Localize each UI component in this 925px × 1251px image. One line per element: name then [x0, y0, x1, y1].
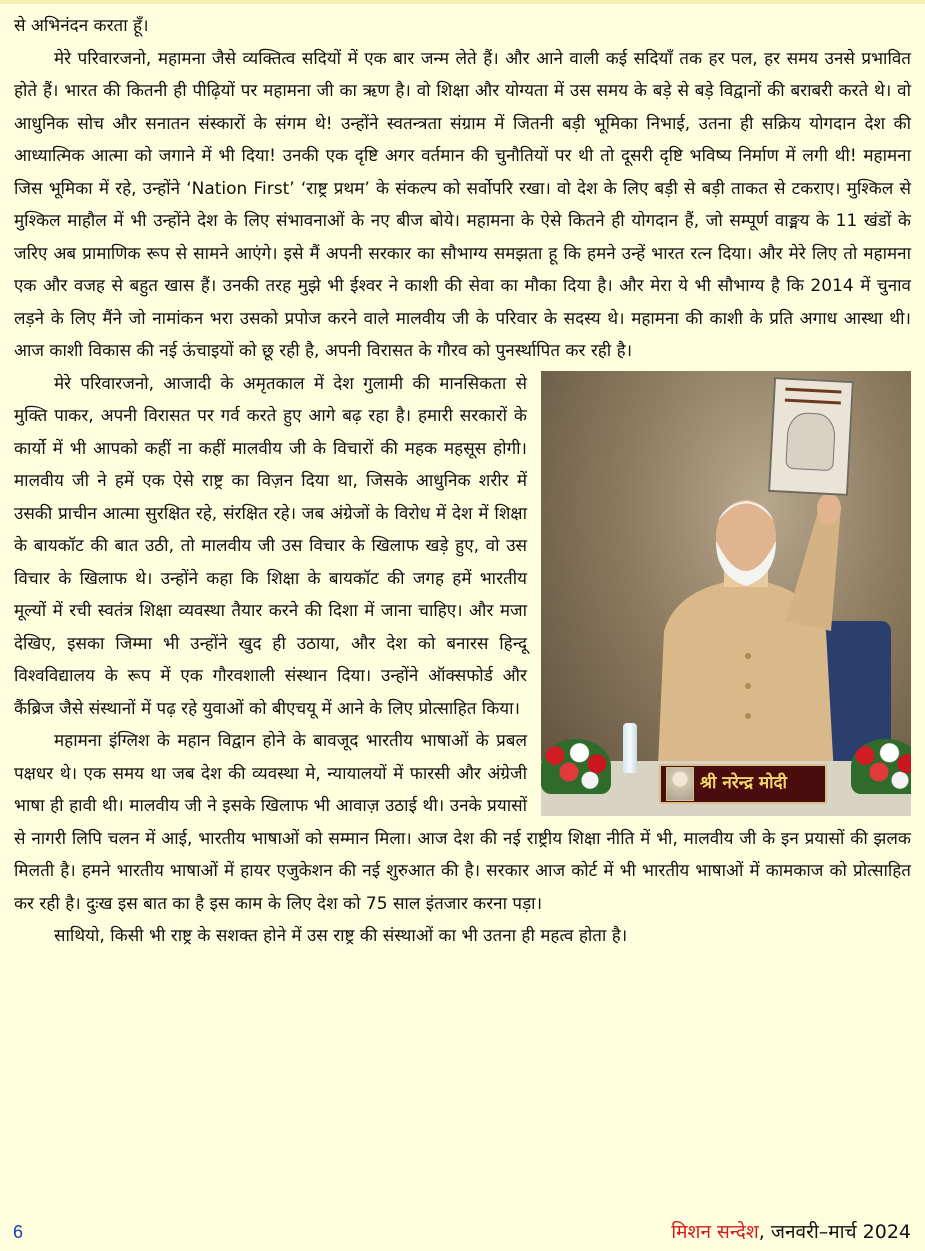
book-title-line	[785, 387, 841, 393]
held-book	[768, 376, 854, 495]
magazine-name: मिशन सन्देश	[671, 1221, 759, 1243]
paragraph-institutions: साथियो, किसी भी राष्ट्र के सशक्त होने में उस राष्ट्र की संस्थाओं का भी उतना ही महत्व होता है।	[54, 926, 628, 946]
page-number: 6	[13, 1222, 24, 1242]
nameplate-text: श्री नरेन्द्र मोदी	[700, 773, 787, 794]
book-title-line	[785, 398, 841, 404]
paragraph-languages: महामना इंग्लिश के महान विद्वान होने के बावजूद भारतीय भाषाओं के प्रबल पक्षधर थे। एक समय था जब देश की व्यवस्था मे, न्यायालयों में फारसी और अंग्रेजी भाषा ही हावी थी। मालवीय जी ने इसके खिलाफ भी आवाज़ उठाई थी। उनके प्रयासों से नागरी लिपि चलन में आई, भारतीय भाषाओं को सम्मान मिला। आज देश की नई राष्ट्रीय शिक्षा नीति में भी, मालवीय जी के इन प्रयासों की झलक मिलती है। हमने भारतीय भाषाओं में हायर एजुकेशन की नई शुरुआत की है। सरकार आज कोर्ट में भी भारतीय भाषाओं में कामकाज को प्रोत्साहित कर रही है। दुःख इस बात का है इस काम के लिए देश को 75 साल इंतजार करना पड़ा।	[14, 731, 911, 914]
flower-arrangement-right	[851, 739, 911, 794]
paragraph-amritkaal: मेरे परिवारजनो, आजादी के अमृतकाल में देश गुलामी की मानसिकता से मुक्ति पाकर, अपनी विरासत पर गर्व करते हुए आगे बढ़ रहा है। हमारी सरकारों के कार्यो में भी आपको कहीं ना कहीं मालवीय जी के विचारों की महक महसूस होगी। मालवीय जी ने हमें एक ऐसे राष्ट्र का विज़न दिया था, जिसके आधुनिक शरीर में उसकी प्राचीन आत्मा सुरक्षित रहे, संरक्षित रहे। जब अंग्रेजों के विरोध में देश में शिक्षा के बायकॉट की बात उठी, तो मालवीय जी उस विचार के खिलाफ खड़े हुए, वो उस विचार के खिलाफ थे। उन्होंने कहा कि शिक्षा के बायकॉट की जगह हमें भारतीय मूल्यों में रची स्वतंत्र शिक्षा व्यवस्था तैयार करने की दिशा में जाना चाहिए। और मजा देखिए, इसका जिम्मा भी उन्होंने खुद ही उठाया, और देश को बनारस हिन्दू विश्वविद्यालय के रूप में एक गौरवशाली संस्थान दिया। उन्होंने ऑक्सफोर्ड और कैंब्रिज जैसे संस्थानों में पढ़ रहे युवाओं को बीएचयू में आने के लिए प्रोत्साहित किया।	[14, 373, 527, 719]
nameplate-portrait	[666, 767, 694, 801]
article-body	[14, 10, 911, 953]
footer-publication	[671, 1218, 911, 1244]
nameplate	[659, 764, 827, 804]
book-cover-sketch	[785, 411, 836, 470]
paragraph-mahamana: मेरे परिवारजनो, महामना जैसे व्यक्तित्व सदियों में एक बार जन्म लेते हैं। और आने वाली कई सदियाँ तक हर पल, हर समय उनसे प्रभावित होते हैं। भारत की कितनी ही पीढ़ियों पर महामना जी का ऋण है। वो शिक्षा और योग्यता में उस समय के बड़े से बड़े विद्वानों की बराबरी करते थे। वो आधुनिक सोच और सनातन संस्कारों के संगम थे! उन्होंने स्वतन्त्रता संग्राम में जितनी बड़ी भूमिका निभाई, उतना ही सक्रिय योगदान देश की आध्यात्मिक आत्मा को जगाने में भी दिया! उनकी एक दृष्टि अगर वर्तमान की चुनौतियों पर थी तो दूसरी दृष्टि भविष्य निर्माण में लगी थी! महामना जिस भूमिका में रहे, उन्होंने ‘Nation First’ ‘राष्ट्र प्रथम’ के संकल्प को सर्वोपरि रखा। वो देश के लिए बड़ी से बड़ी ताकत से टकराए। मुश्किल से मुश्किल माहौल में भी उन्होंने देश के लिए संभावनाओं के नए बीज बोये। महामना के ऐसे कितने ही योगदान हैं, जो सम्पूर्ण वाङ्मय के 11 खंडों के जरिए अब प्रामाणिक रूप से सामने आएंगे। इसे मैं अपनी सरकार का सौभाग्य समझता हू कि हमने उन्हें भारत रत्न दिया। और मेरे लिए तो महामना एक और वजह से बहुत खास हैं। उनकी तरह मुझे भी ईश्वर ने काशी की सेवा का मौका दिया है। और मेरा ये भी सौभाग्य है कि 2014 में चुनाव लड़ने के लिए मैंने जो नामांकन भरा उसको प्रपोज करने वाले मालवीय जी के परिवार के सदस्य थे। महामना की काशी के प्रति अगाध आस्था थी। आज काशी विकास की नई ऊंचाइयों को छू रही है, अपनी विरासत के गौरव को पुनर्स्थापित कर रही है।	[14, 48, 911, 361]
water-bottle	[623, 723, 637, 773]
paragraph-continuation: से अभिनंदन करता हूँ।	[14, 16, 149, 36]
article-photo	[541, 371, 911, 816]
issue-date: जनवरी–मार्च 2024	[770, 1221, 911, 1243]
footer-separator: ,	[758, 1221, 771, 1243]
flower-arrangement-left	[541, 739, 611, 794]
